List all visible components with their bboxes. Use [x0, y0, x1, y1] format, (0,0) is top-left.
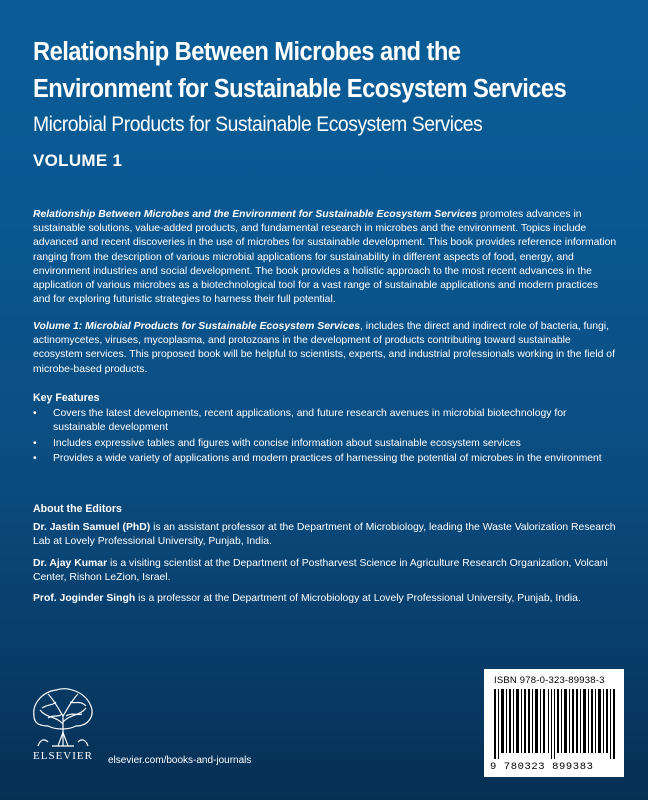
key-features-section	[33, 391, 617, 467]
editor-bio	[33, 557, 623, 585]
description-body-1: promotes advances in sustainable solutions, value-added products, and fundamental research in microbes and the environment. Topics include advanced and recent discoveries in the use of microbes for sustainable development. This book provides reference information ranging from the description of various microbial applications for sustainability in different aspects of food, energy, and environment industries and social development. The book provides a holistic approach to the most recent advances in the application of various microbes as a biotechnological tool for a vast range of sustainable applications and modern practices and for exploring futuristic strategies to harness their full potential.	[33, 209, 617, 306]
key-feature-text: Provides a wide variety of applications and modern practices of harnessing the potential of microbes in the environment	[53, 452, 602, 464]
barcode-bars-icon	[494, 689, 616, 759]
book-subtitle: Microbial Products for Sustainable Ecosystem Services	[33, 112, 483, 136]
publisher-url[interactable]: elsevier.com/books-and-journals	[108, 755, 252, 766]
key-features-list	[33, 407, 617, 466]
key-feature-item	[33, 437, 617, 451]
key-feature-item	[33, 452, 617, 466]
editor-bio	[33, 521, 623, 549]
isbn-barcode	[484, 669, 624, 777]
editor-bio	[33, 592, 623, 606]
editor-bio-text: is a professor at the Department of Microbiology at Lovely Professional University, Punjab, India.	[135, 593, 581, 605]
description-paragraph-1	[33, 208, 617, 307]
isbn-label: ISBN 978-0-323-89938-3	[494, 675, 605, 686]
key-feature-text: Includes expressive tables and figures with concise information about sustainable ecosystem services	[53, 437, 521, 449]
bullet-icon: •	[33, 452, 37, 464]
book-title: Relationship Between Microbes and the Environment for Sustainable Ecosystem Services	[33, 38, 567, 103]
volume-label: VOLUME 1	[33, 151, 123, 170]
editor-name: Dr. Ajay Kumar	[33, 557, 108, 569]
about-editors-section	[33, 502, 623, 613]
bullet-icon: •	[33, 437, 37, 449]
key-feature-item	[33, 407, 617, 435]
about-editors-heading: About the Editors	[33, 503, 122, 515]
volume-title-italic: Volume 1: Microbial Products for Sustainable Ecosystem Services	[33, 321, 361, 332]
barcode-digits: 9 780323 899383	[490, 761, 594, 773]
key-features-heading: Key Features	[33, 392, 100, 404]
editor-bio-text: is a visiting scientist at the Department of Postharvest Science in Agriculture Research Organization, Volcani Center, Rishon LeZion, Israel.	[33, 557, 608, 583]
key-feature-text: Covers the latest developments, recent applications, and future research avenues in microbial biotechnology for sustainable development	[53, 408, 567, 434]
bullet-icon: •	[33, 408, 37, 420]
series-title-italic: Relationship Between Microbes and the Environment for Sustainable Ecosystem Services	[33, 209, 478, 220]
description-paragraph-2	[33, 320, 617, 377]
editor-bio-text: is an assistant professor at the Department of Microbiology, leading the Waste Valorization Research Lab at Lovely Professional University, Punjab, India.	[33, 522, 616, 548]
editor-name: Prof. Joginder Singh	[33, 593, 136, 605]
publisher-name: ELSEVIER	[33, 750, 93, 762]
description-body-2: , includes the direct and indirect role of bacteria, fungi, actinomycetes, viruses, mycoplasma, and protozoans in the development of products contributing toward sustainable ecosystem services. This proposed book will be helpful to scientists, experts, and industrial professionals working in the field of microbe-based products.	[33, 321, 615, 375]
editor-name: Dr. Jastin Samuel (PhD)	[33, 522, 151, 534]
